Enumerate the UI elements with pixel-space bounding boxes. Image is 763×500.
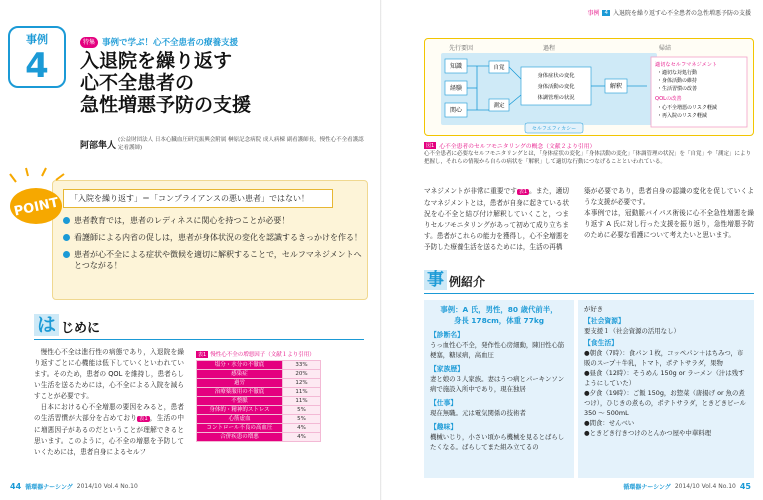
- diagram-item: 身体症状の変化: [537, 73, 575, 79]
- monitoring-diagram: [424, 38, 754, 136]
- diagram-label: セルフエフィカシー: [531, 126, 577, 132]
- factor-label: 身体的・精神的ストレス: [197, 406, 283, 415]
- issue-info: 2014/10 Vol.4 No.10: [76, 483, 138, 490]
- point-icon: [6, 166, 76, 236]
- section-body: 現在無職。元は電気関係の技術者: [430, 409, 526, 417]
- factor-label: 治療薬服用の不徹底: [197, 388, 283, 397]
- intro-heading: は じめに: [34, 314, 100, 336]
- body-column-2: 築が必要であり，患者自身の認識の変化を促していくような支援が必要です。 本事例では，冠動脈バイパス術後に心不全急性増悪を繰り返す A 氏に対し行った支援を振り返り，急性増悪予防のために必要な看護について考えたいと思います。: [584, 187, 754, 239]
- article-title: [80, 50, 251, 116]
- diagram-outcome: ・身体活動の維持: [657, 78, 698, 84]
- diagram-header: 先行要因: [448, 45, 474, 52]
- diagram-header: 帰結: [658, 45, 672, 52]
- feature-text: 事例で学ぶ！心不全患者の療養支援: [102, 38, 239, 48]
- issue-info: 2014/10 Vol.4 No.10: [674, 483, 736, 490]
- case-heading: 事 例紹介: [424, 270, 485, 290]
- point-item: 看護師による内省の促しは，患者が身体状況の変化を認識するきっかけを作る！: [63, 232, 363, 243]
- figure-description: 心不全患者に必要なセルフモニタリングとは，「身体症状の変化」「身体活動の変化」「体調管理の状況」を「自覚」や「測定」により把握し，それらの情報から自らの病状を「解釈」して適切な行動につなげることといわれている。: [424, 151, 752, 165]
- reference-badge: 表1: [518, 189, 528, 195]
- bullet-icon: [63, 251, 70, 258]
- title-line: 入退院を繰り返す: [80, 50, 233, 72]
- point-section: [6, 166, 378, 304]
- factors-grid: [196, 360, 321, 442]
- factor-label: 過労: [197, 379, 283, 388]
- case-number: 4: [25, 46, 49, 86]
- feature-pill: 特集: [80, 37, 98, 48]
- point-list: [63, 215, 363, 277]
- section-body: ●朝食（7時）：食パン１枚，コッペパン＋はちみつ，市販のスープ＋牛乳，トマト，ポテトサラダ，果物 ●昼食（12時）：そうめん 150g or ラーメン（汁は残すようにしていた） ●夕食（19時）：ご飯 150g，お惣菜（唐揚げ or 魚の煮つけ），ひじきの煮もの，ポテトサラダ，ときどきビール 350 ～ 500mL ●間食：せんべい ●ときどき行きつけのとんかつ屋や中華料理: [584, 349, 746, 437]
- factor-value: 5%: [283, 415, 321, 424]
- diagram-outcome: ・生活習慣の改善: [657, 86, 698, 92]
- case-text: が好き: [584, 305, 604, 313]
- svg-text:POINT: POINT: [12, 195, 60, 220]
- diagram-item: 体調管理の状況: [537, 95, 575, 101]
- divider: [34, 339, 364, 340]
- magazine-name: 循環器ナーシング: [623, 484, 671, 491]
- factor-value: 4%: [283, 433, 321, 442]
- title-line: 急性増悪予防の支援: [80, 94, 252, 116]
- table-row: [197, 388, 321, 397]
- factor-label: 合併疾患の増悪: [197, 433, 283, 442]
- factor-label: コントロール不良の高血圧: [197, 424, 283, 433]
- diagram-outcome: ・心不全増悪のリスク軽減: [657, 105, 717, 111]
- section-title: 【診断名】: [430, 331, 464, 339]
- factor-label: 心筋虚血: [197, 415, 283, 424]
- figure-caption: 図1 心不全患者のセルフモニタリングの概念（文献２より引用）: [426, 143, 596, 150]
- diagram-item: 関心: [449, 107, 463, 114]
- table-caption: 表1 慢性心不全の増悪因子（文献１より引用）: [198, 351, 315, 358]
- case-badge: [8, 26, 66, 88]
- left-page: [0, 0, 381, 500]
- point-first: 「入院を繰り返す」＝「コンプライアンスの悪い患者」ではない！: [63, 189, 333, 208]
- factor-value: 20%: [283, 370, 321, 379]
- running-head: 事例 4 入退院を繰り返す心不全患者の急性増悪予防の支援: [587, 9, 751, 17]
- case-sections: [430, 330, 568, 452]
- point-item: 患者教育では，患者のレディネスに関心を持つことが必要！: [63, 215, 363, 226]
- factor-value: 33%: [283, 361, 321, 370]
- factor-label: 不整脈: [197, 397, 283, 406]
- factor-value: 12%: [283, 379, 321, 388]
- factors-table: [196, 350, 366, 442]
- diagram-header: 過程: [542, 45, 556, 52]
- table-row: [197, 433, 321, 442]
- table-row: [197, 379, 321, 388]
- footer: [10, 482, 138, 491]
- footer: [623, 482, 751, 491]
- case-sections: [584, 316, 748, 438]
- diagram-outcome: 適切なセルフマネジメント: [655, 62, 718, 68]
- section-title: 【家族歴】: [430, 365, 464, 373]
- body-column-1: マネジメントが非常に重要です 表1 。また，適切なマネジメントとは，患者が自身に起きている状況を心不全と結び付け解釈していくこと，つまりセルフモニタリングがあって初めて成り立ちます。患者がこれらの能力を獲得し，心不全増悪を予防した療養生活を送るためには，生活の再構: [424, 187, 570, 251]
- page-number: 44: [10, 482, 22, 491]
- author-name: 阿部隼人: [80, 141, 117, 151]
- section-body: 妻と娘の３人家族。妻はうつ病とパーキンソン病で施設入所中であり，現在独居: [430, 375, 565, 393]
- diagram-svg: [425, 39, 755, 137]
- factor-label: 感染症: [197, 370, 283, 379]
- antecedent-boxes: [445, 59, 467, 117]
- factor-value: 4%: [283, 424, 321, 433]
- factor-value: 5%: [283, 406, 321, 415]
- feature-tag: [80, 36, 238, 48]
- section-title: 【食生活】: [584, 339, 618, 347]
- section-title: 【社会資源】: [584, 317, 625, 325]
- section-body: 機械いじり，小さい頃から機械を見るとばらしたくなる。ばらしてまた組み立てるの: [430, 433, 565, 451]
- right-page: [382, 0, 763, 500]
- factor-value: 11%: [283, 397, 321, 406]
- diagram-item: 自覚: [493, 65, 505, 71]
- section-body: うっ血性心不全，発作性心房細動，陳旧性心筋梗塞，糖尿病，高血圧: [430, 341, 565, 359]
- table-row: [197, 406, 321, 415]
- magazine-name: 循環器ナーシング: [25, 484, 73, 491]
- author-affiliation: (公益財団法人 日本心臓血圧研究振興会附属 榊原記念病院 成人病棟 副看護師長，慢性心不全看護認定看護師): [118, 137, 364, 151]
- diagram-outcome: ・再入院のリスク軽減: [657, 113, 707, 119]
- case-lifestyle-box: [578, 300, 754, 478]
- factor-value: 11%: [283, 388, 321, 397]
- point-box: [52, 180, 368, 300]
- diagram-outcome: QOLの改善: [655, 96, 682, 102]
- diagram-item: 測定: [493, 103, 505, 109]
- diagram-item: 身体活動の変化: [537, 84, 575, 90]
- page-number: 45: [739, 482, 751, 491]
- diagram-item: 経験: [449, 85, 463, 92]
- diagram-item: 知識: [449, 63, 463, 70]
- case-label: 事例: [26, 33, 48, 46]
- table-row: [197, 370, 321, 379]
- reference-badge: 表1: [139, 416, 148, 422]
- table-row: [197, 361, 321, 370]
- case-profile-box: [424, 300, 574, 478]
- table-row: [197, 415, 321, 424]
- section-body: 要支援１（社会資源の活用なし）: [584, 327, 680, 335]
- intro-text: 慢性心不全は進行性の病態であり，入退院を繰り返すごとに心機能は低下していくといわれています。そのため，患者の QOL を維持し，患者らしい生活を送るためには，心不全による入院を減らすことが必要です。 日本における心不全増悪の要因をみると，患者の生活習慣が大部分を占めており 表1 ，生活の中に増悪因子があるのだということが理解できると思います。このように，心不全の増悪を予防していくためには，患者自身によるセルフ: [34, 348, 185, 456]
- section-title: 【趣味】: [430, 423, 458, 431]
- diagram-outcome: ・適切な対処行動: [657, 70, 698, 76]
- point-item: 患者が心不全による症状や徴候を適切に解釈することで，セルフマネジメントへとつながる！: [63, 249, 363, 271]
- table-row: [197, 424, 321, 433]
- divider: [424, 293, 754, 294]
- section-title: 【仕事】: [430, 399, 458, 407]
- title-line: 心不全患者の: [80, 72, 195, 94]
- patient-summary: 事例：A 氏，男性，80 歳代前半， 身長 178cm，体重 77kg: [440, 305, 558, 325]
- table-row: [197, 397, 321, 406]
- diagram-item: 解釈: [609, 83, 623, 90]
- factor-label: 塩分・水分の不徹底: [197, 361, 283, 370]
